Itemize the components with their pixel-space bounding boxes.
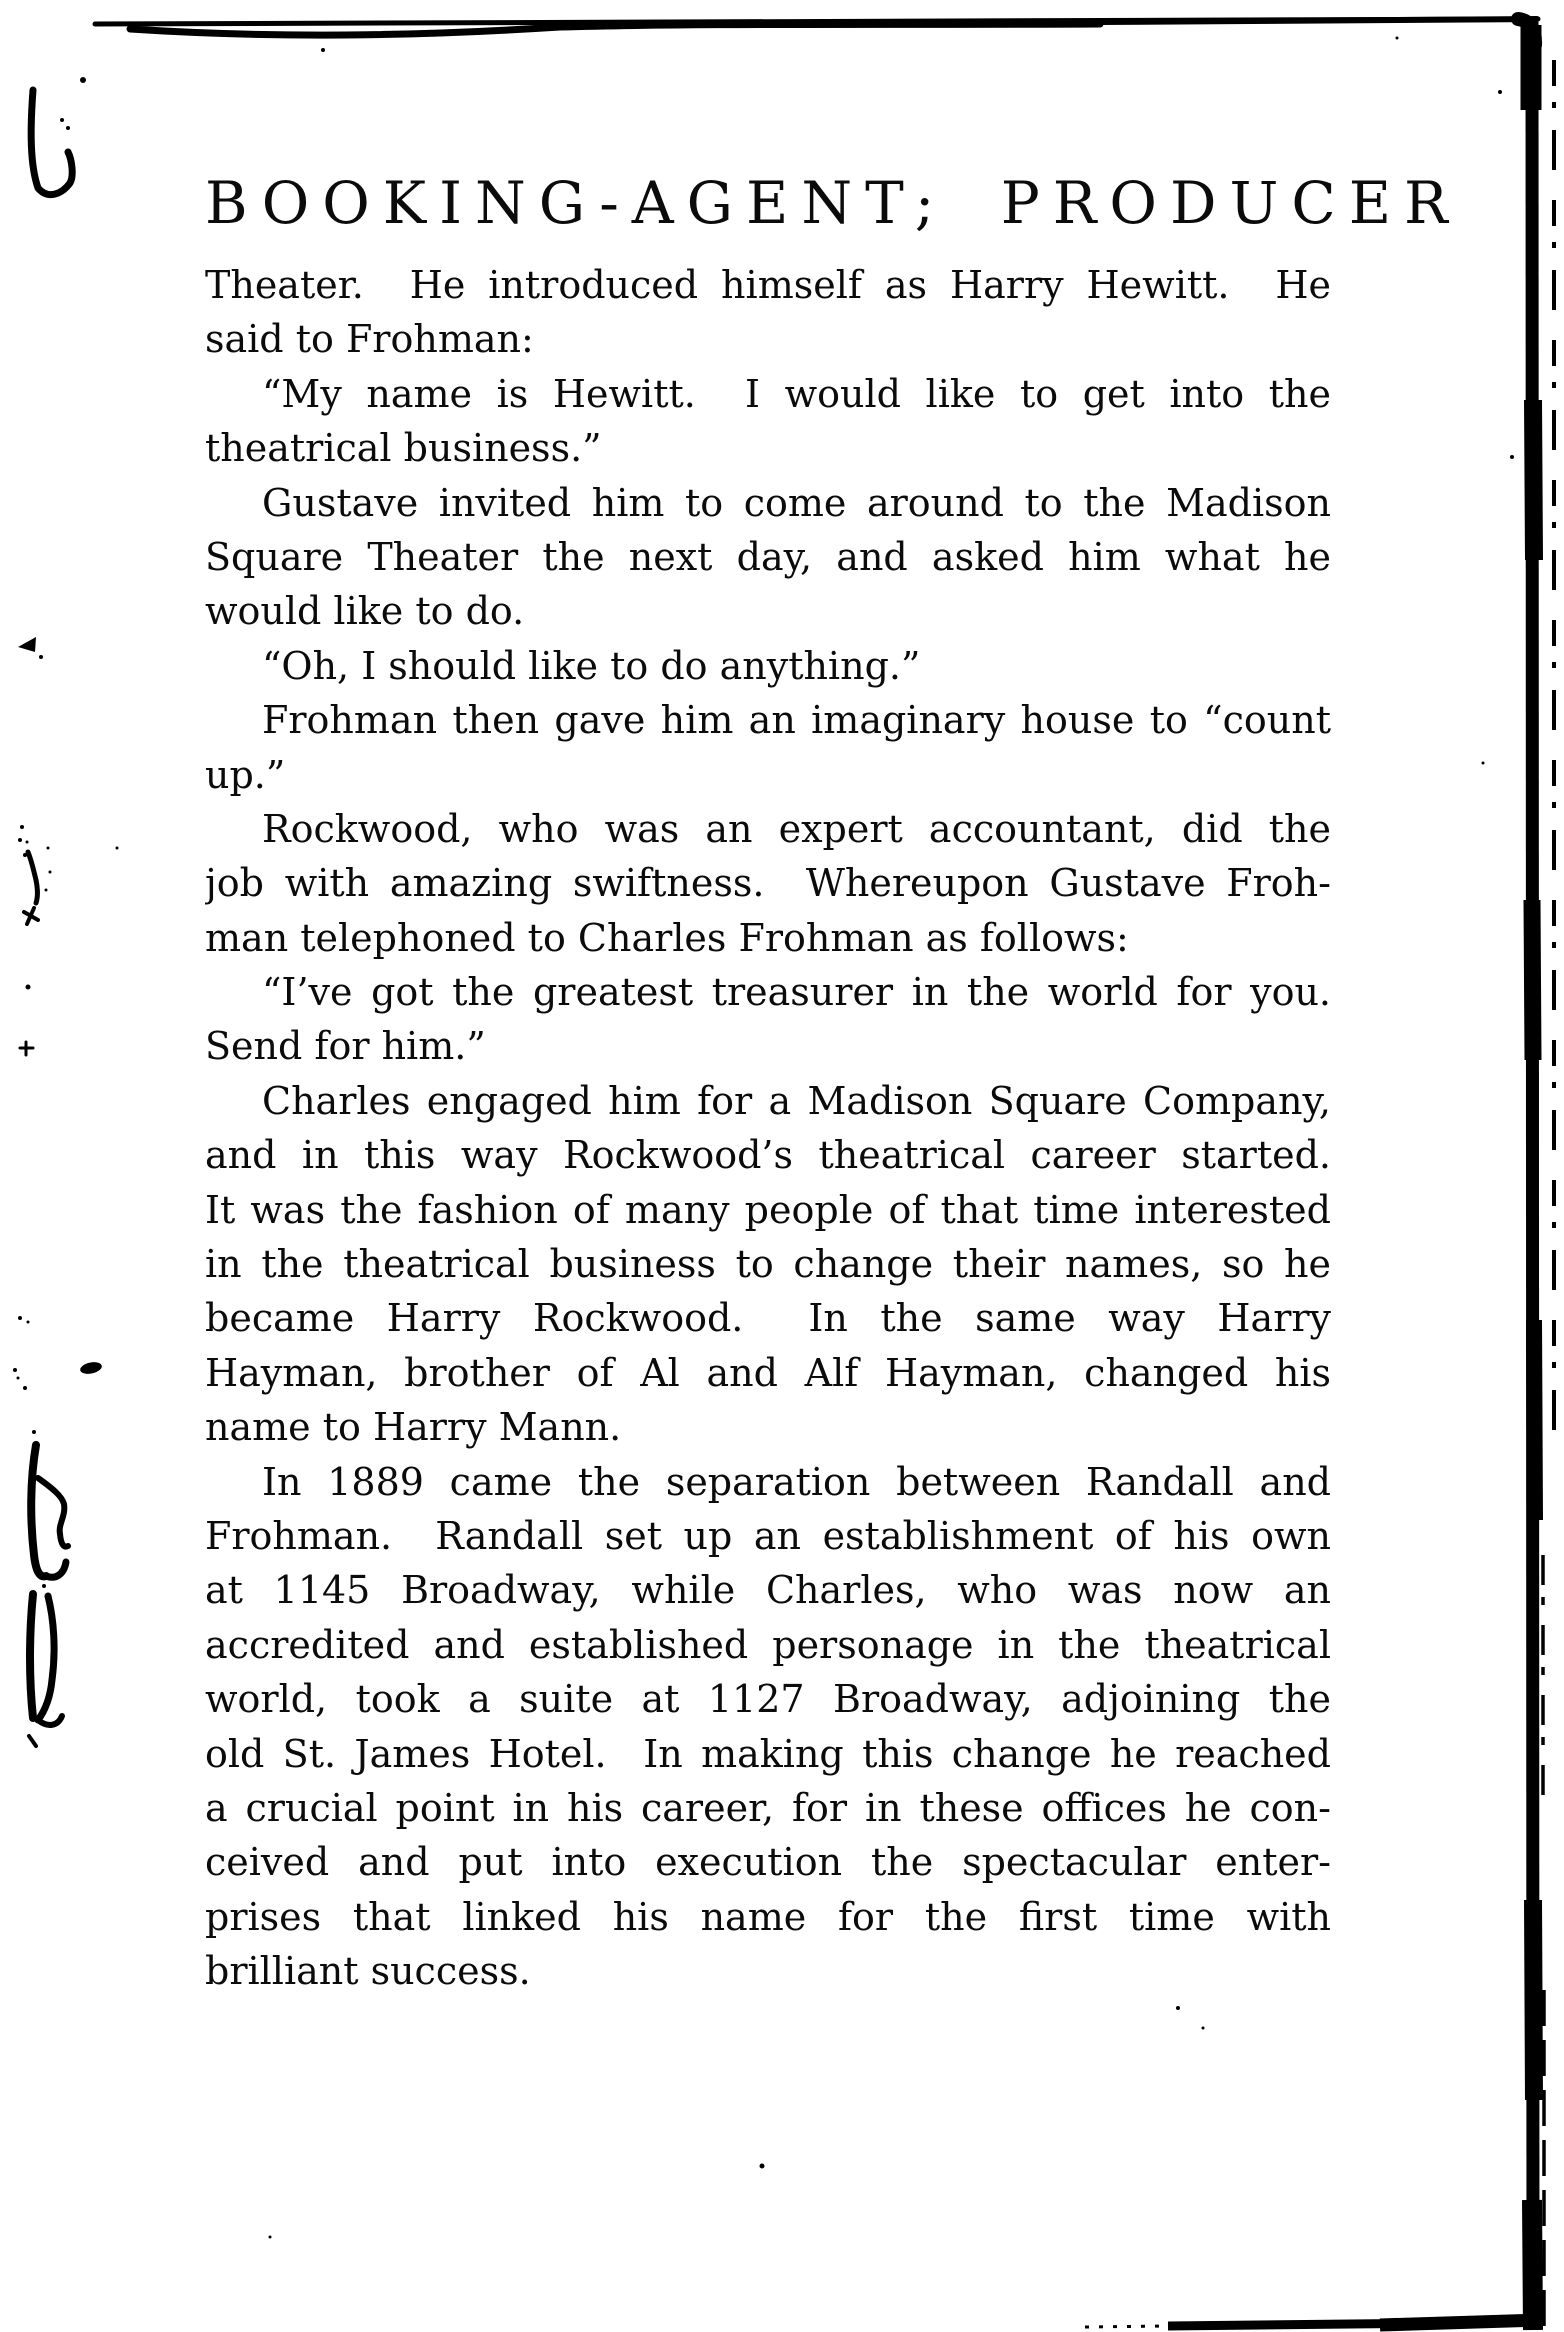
- text-line: Hayman, brother of Al and Alf Hayman, changed his: [205, 1350, 1331, 1395]
- text-line: “My name is Hewitt. I would like to get into the: [262, 371, 1331, 416]
- text-line: Frohman. Randall set up an establishment of his own: [205, 1513, 1331, 1558]
- text-line: job with amazing swiftness. Whereupon Gustave Froh-: [205, 861, 1331, 906]
- right-binding-band: [1531, 22, 1554, 2330]
- text-line: Theater. He introduced himself as Harry Hewitt. He: [205, 263, 1331, 307]
- text-line: theatrical business.”: [205, 426, 602, 471]
- text-line: said to Frohman:: [205, 317, 534, 362]
- pen-bracket-mark-2: [29, 1584, 62, 1746]
- text-line: world, took a suite at 1127 Broadway, adjoining the: [205, 1677, 1331, 1722]
- text-line: and in this way Rockwood’s theatrical career started.: [205, 1133, 1331, 1178]
- text-line: accredited and established personage in the theatrical: [205, 1622, 1331, 1667]
- text-line: “I’ve got the greatest treasurer in the world for you.: [262, 970, 1331, 1015]
- text-line: brilliant success.: [205, 1949, 531, 1994]
- text-line: Rockwood, who was an expert accountant, did the: [262, 806, 1331, 851]
- margin-specks: [13, 1316, 103, 1390]
- body-text: [205, 258, 1331, 1999]
- pen-bracket-mark-1: [31, 1430, 68, 1577]
- bottom-edge-line: [1085, 2320, 1540, 2327]
- text-line: man telephoned to Charles Frohman as follows:: [205, 915, 1129, 960]
- text-line: at 1145 Broadway, while Charles, who was now an: [205, 1568, 1331, 1613]
- text-line: old St. James Hotel. In making this change he reached: [205, 1731, 1331, 1776]
- text-line: It was the fashion of many people of that time interested: [205, 1187, 1331, 1232]
- top-edge-line: [95, 19, 1538, 45]
- text-line: Charles engaged him for a Madison Square Company,: [262, 1078, 1331, 1123]
- text-line: would like to do.: [205, 589, 525, 634]
- text-line: In 1889 came the separation between Randall and: [262, 1459, 1331, 1504]
- text-line: Send for him.”: [205, 1024, 486, 1069]
- margin-squiggle-mark: [18, 825, 119, 1055]
- text-line: in the theatrical business to change their names, so he: [205, 1242, 1331, 1287]
- pen-mark-top-left: [31, 77, 86, 195]
- text-line: ceived and put into execution the spectacular enter-: [205, 1840, 1331, 1885]
- text-line: Gustave invited him to come around to the Madison: [262, 480, 1331, 525]
- running-head: BOOKING-AGENT; PRODUCER: [205, 169, 1461, 237]
- text-line: a crucial point in his career, for in these offices he con-: [205, 1785, 1331, 1830]
- text-line: name to Harry Mann.: [205, 1405, 622, 1450]
- margin-arrow-mark: [18, 637, 43, 659]
- text-line: became Harry Rockwood. In the same way Harry: [205, 1296, 1331, 1341]
- text-line: up.”: [205, 752, 286, 797]
- text-line: prises that linked his name for the first time with: [205, 1894, 1331, 1939]
- text-line: “Oh, I should like to do anything.”: [262, 643, 921, 688]
- text-line: Square Theater the next day, and asked him what he: [205, 534, 1331, 579]
- text-line: Frohman then gave him an imaginary house to “count: [262, 698, 1331, 743]
